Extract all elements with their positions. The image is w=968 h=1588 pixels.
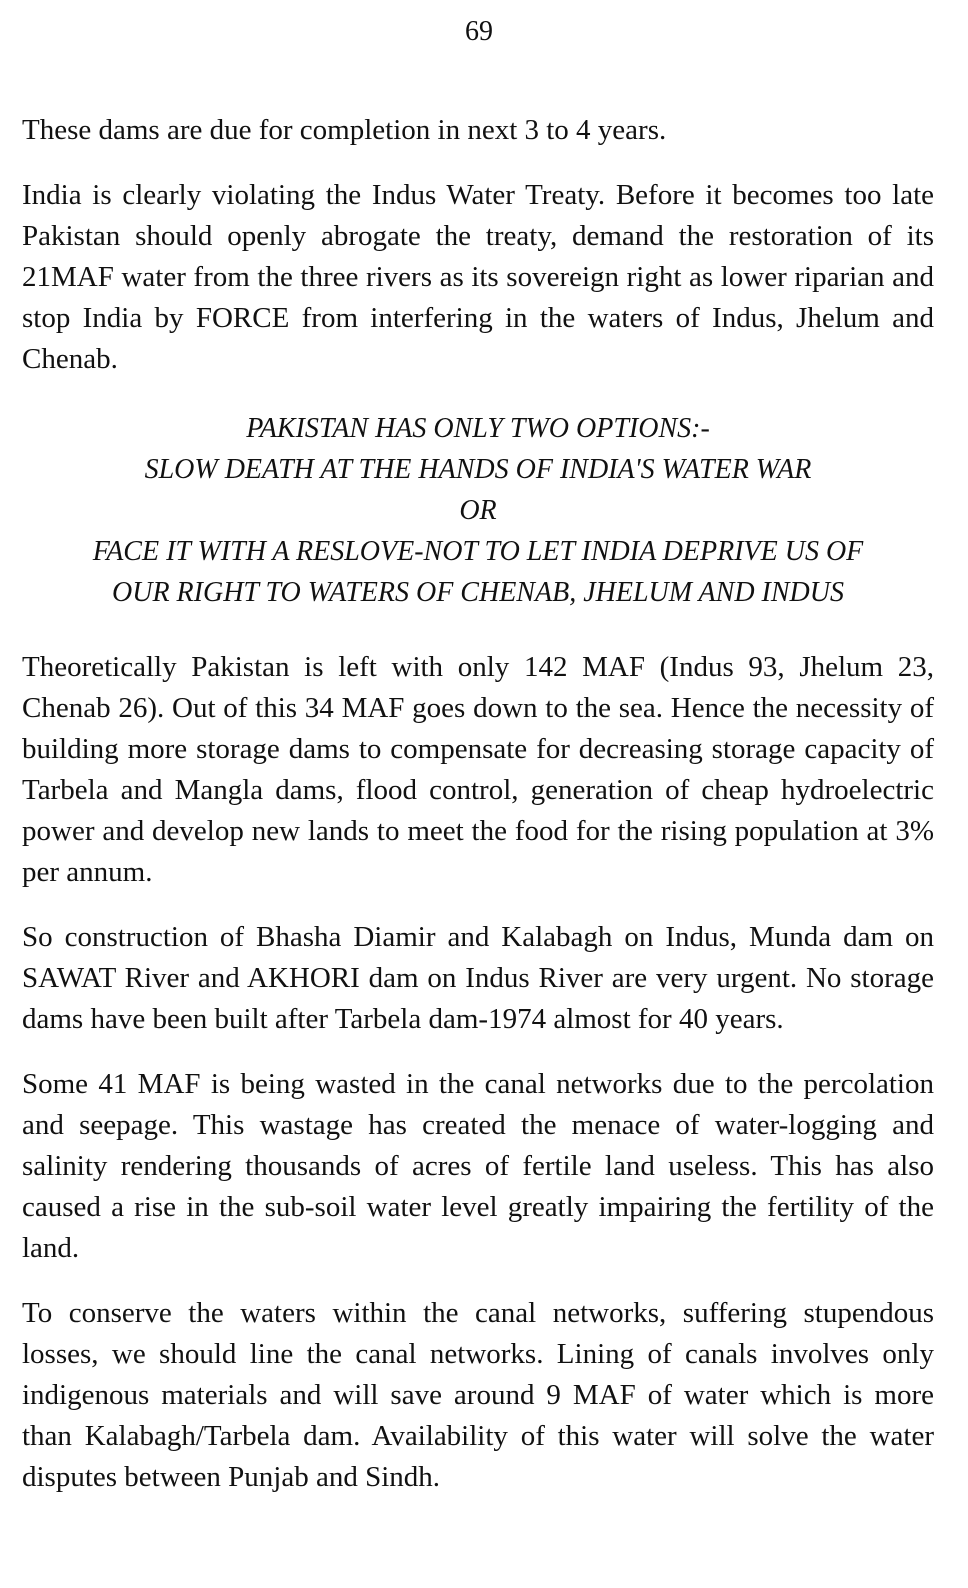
callout-option-one: SLOW DEATH AT THE HANDS OF INDIA'S WATER WAR xyxy=(144,454,812,485)
paragraph-canal-wastage: Some 41 MAF is being wasted in the canal networks due to the percolation and seepage. This wastage has created the menace of water-logging and salinity rendering thousands of acres of fertile land useless. This has also caused a rise in the sub-soil water level greatly impairing the fertility of the land. xyxy=(22,1068,934,1264)
body-text xyxy=(22,110,934,1522)
options-callout xyxy=(22,408,934,613)
page-number: 69 xyxy=(465,16,493,47)
paragraph-canal-lining: To conserve the waters within the canal networks, suffering stupendous losses, we should line the canal networks. Lining of canals involves only indigenous materials and will save around 9 MAF of water which is more than Kalabagh/Tarbela dam. Availability of this water will solve the water disputes between Punjab and Sindh. xyxy=(22,1297,934,1493)
paragraph-treaty-violation: India is clearly violating the Indus Water Treaty. Before it becomes too late Pakistan should openly abrogate the treaty, demand the restoration of its 21MAF water from the three rivers as its sovereign right as lower riparian and stop India by FORCE from interfering in the waters of Indus, Jhelum and Chenab. xyxy=(22,179,934,375)
paragraph-water-availability: Theoretically Pakistan is left with only 142 MAF (Indus 93, Jhelum 23, Chenab 26). Out of this 34 MAF goes down to the sea. Hence the necessity of building more storage dams to compensate for decreasing storage capacity of Tarbela and Mangla dams, flood control, generation of cheap hydroelectric power and develop new lands to meet the food for the rising population at 3% per annum. xyxy=(22,651,934,888)
callout-option-two-line-2: OUR RIGHT TO WATERS OF CHENAB, JHELUM AND INDUS xyxy=(112,577,844,608)
callout-heading: PAKISTAN HAS ONLY TWO OPTIONS:- xyxy=(246,413,710,444)
paragraph-completion: These dams are due for completion in next 3 to 4 years. xyxy=(22,114,667,146)
callout-or: OR xyxy=(459,495,497,526)
callout-option-two-line-1: FACE IT WITH A RESLOVE-NOT TO LET INDIA DEPRIVE US OF xyxy=(92,536,864,567)
paragraph-dam-construction: So construction of Bhasha Diamir and Kalabagh on Indus, Munda dam on SAWAT River and AKHORI dam on Indus River are very urgent. No storage dams have been built after Tarbela dam-1974 almost for 40 years. xyxy=(22,921,934,1035)
